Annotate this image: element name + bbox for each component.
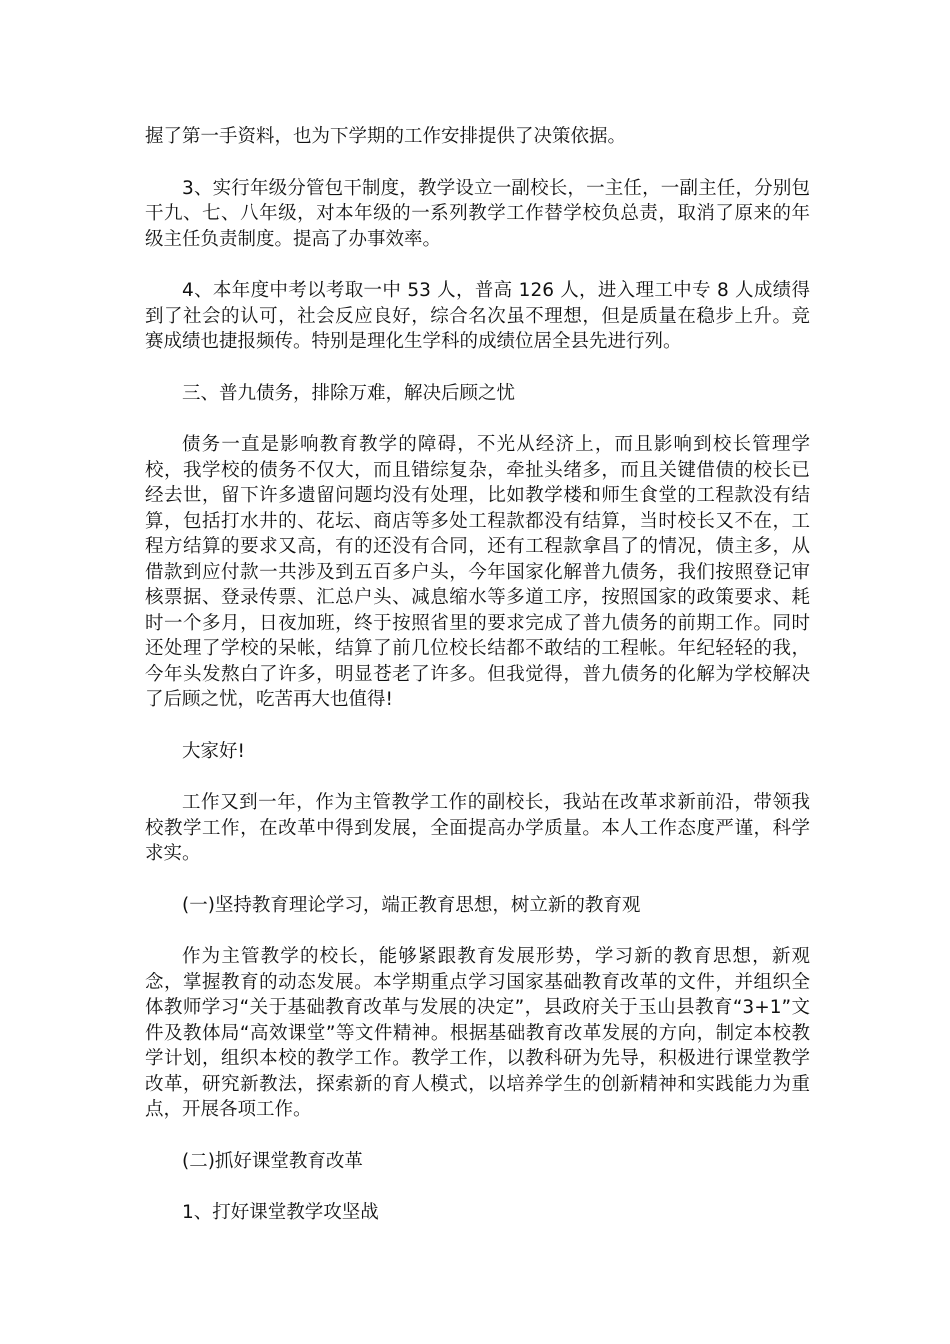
document-page (145, 124, 810, 1252)
paragraph-debt-details: 债务一直是影响教育教学的障碍，不光从经济上，而且影响到校长管理学校，我学校的债务不仅大，而且错综复杂，牵扯头绪多，而且关键借债的校长已经去世，留下许多遗留问题均没有处理，比如教学楼和师生食堂的工程款没有结算，包括打水井的、花坛、商店等多处工程款都没有结算，当时校长又不在，工程方结算的要求又高，有的还没有合同，还有工程款拿昌了的情况，债主多，从借款到应付款一共涉及到五百多户头，今年国家化解普九债务，我们按照登记审核票据、登录传票、汇总户头、减息缩水等多道工序，按照国家的政策要求、耗时一个多月，日夜加班，终于按照省里的要求完成了普九债务的前期工作。同时还处理了学校的呆帐，结算了前几位校长结都不敢结的工程帐。年纪轻轻的我，今年头发熬白了许多，明显苍老了许多。但我觉得，普九债务的化解为学校解决了后顾之忧，吃苦再大也值得! (145, 434, 810, 710)
greeting: 大家好! (182, 740, 245, 762)
section-heading-theory: (一)坚持教育理论学习，端正教育思想，树立新的教育观 (182, 894, 641, 916)
section-heading-debt: 三、普九债务，排除万难，解决后顾之忧 (182, 382, 516, 404)
paragraph-item-3: 3、实行年级分管包干制度，教学设立一副校长，一主任，一副主任，分别包干九、七、八年级，对本年级的一系列教学工作替学校负总责，取消了原来的年级主任负责制度。提高了办事效率。 (145, 177, 810, 250)
section-heading-classroom-reform: (二)抓好课堂教育改革 (182, 1150, 363, 1172)
paragraph-theory: 作为主管教学的校长，能够紧跟教育发展形势，学习新的教育思想，新观念，掌握教育的动态发展。本学期重点学习国家基础教育改革的文件，并组织全体教师学习“关于基础教育改革与发展的决定”，县政府关于玉山县教育“3+1”文件及教体局“高效课堂”等文件精神。根据基础教育改革发展的方向，制定本校教学计划，组织本校的教学工作。教学工作，以教科研为先导，积极进行课堂教学改革，研究新教法，探索新的育人模式，以培养学生的创新精神和实践能力为重点，开展各项工作。 (145, 946, 810, 1120)
subheading-classroom-teaching: 1、打好课堂教学攻坚战 (182, 1202, 379, 1223)
paragraph-continuation: 握了第一手资料，也为下学期的工作安排提供了决策依据。 (145, 126, 627, 147)
paragraph-item-4: 4、本年度中考以考取一中 53 人，普高 126 人，进入理工中专 8 人成绩得到了社会的认可，社会反应良好，综合名次虽不理想，但是质量在稳步上升。竞赛成绩也捷报频传。特别是理化生学科的成绩位居全县先进行列。 (145, 280, 810, 352)
paragraph-intro: 工作又到一年，作为主管教学工作的副校长，我站在改革求新前沿，带领我校教学工作，在改革中得到发展，全面提高办学质量。本人工作态度严谨，科学求实。 (145, 792, 810, 864)
